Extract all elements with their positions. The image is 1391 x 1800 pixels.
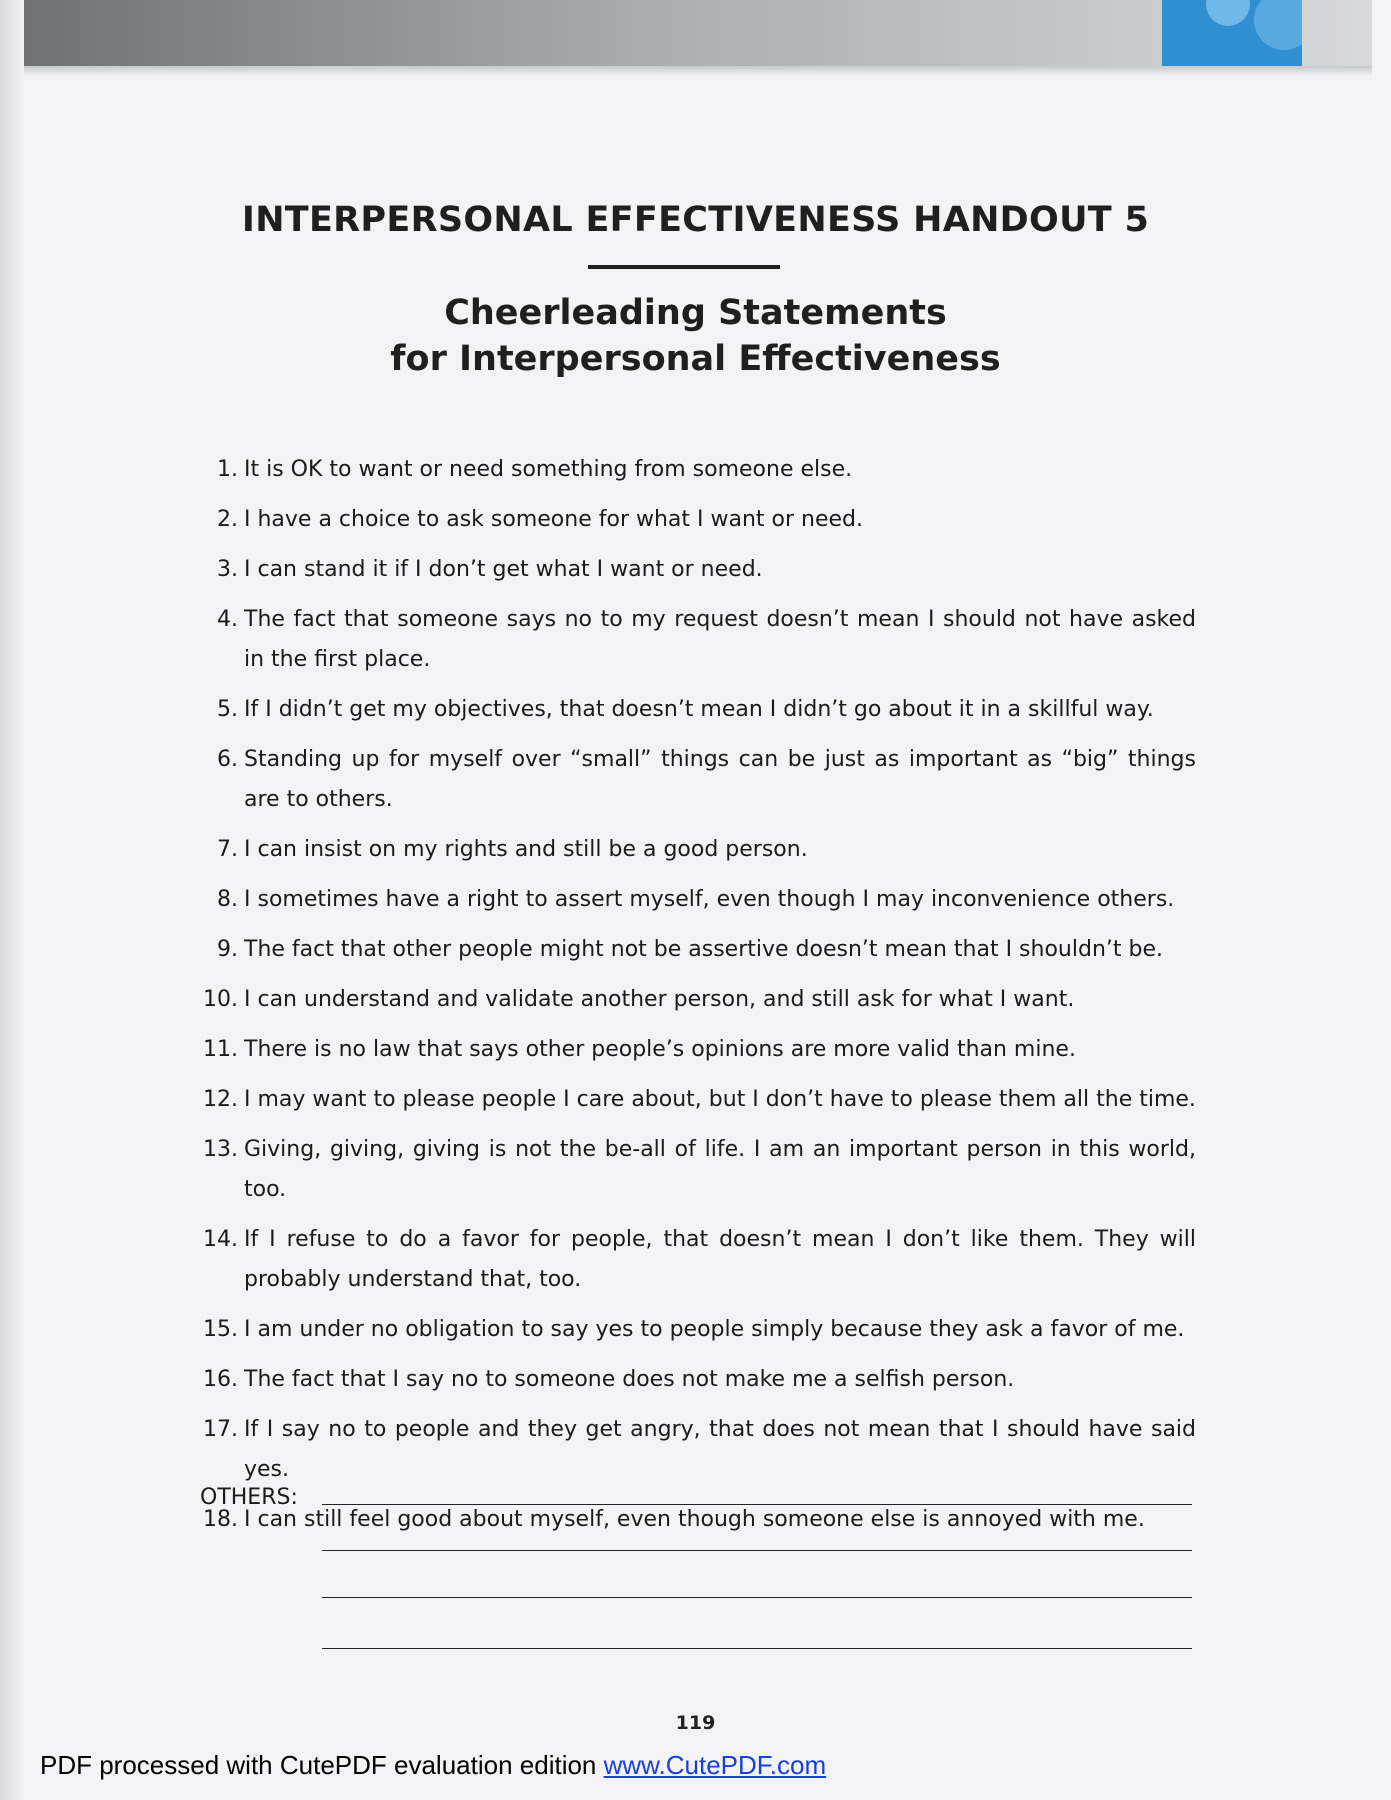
statement-list [196, 450, 1196, 1550]
cutepdf-watermark [40, 1750, 826, 1781]
scan-edge-shadow [0, 0, 24, 1800]
statement-number: 9. [217, 937, 238, 962]
statement-text: The fact that someone says no to my request doesn’t mean I should not have asked in the first place. [244, 607, 1196, 672]
statement-text: I can understand and validate another person, and still ask for what I want. [244, 987, 1075, 1012]
statement-item [196, 830, 1196, 870]
statement-number: 13. [203, 1137, 238, 1162]
others-label: OTHERS: [200, 1485, 298, 1510]
statement-text: Giving, giving, giving is not the be-all of life. I am an important person in this world, too. [244, 1137, 1196, 1202]
statement-text: I can insist on my rights and still be a good person. [244, 837, 808, 862]
statement-item [196, 880, 1196, 920]
statement-text: I am under no obligation to say yes to people simply because they ask a favor of me. [244, 1317, 1185, 1342]
statement-item [196, 1130, 1196, 1210]
statement-number: 18. [203, 1507, 238, 1532]
statement-text: The fact that other people might not be assertive doesn’t mean that I shouldn’t be. [244, 937, 1163, 962]
statement-number: 7. [217, 837, 238, 862]
statement-text: There is no law that says other people’s opinions are more valid than mine. [244, 1037, 1076, 1062]
others-write-line[interactable] [322, 1550, 1192, 1551]
statement-number: 17. [203, 1417, 238, 1442]
statement-number: 4. [217, 607, 238, 632]
watermark-text: PDF processed with CutePDF evaluation edition [40, 1750, 604, 1780]
page-header-fade [24, 66, 1372, 76]
statement-text: If I refuse to do a favor for people, that doesn’t mean I don’t like them. They will probably understand that, too. [244, 1227, 1196, 1292]
statement-text: I sometimes have a right to assert myself, even though I may inconvenience others. [244, 887, 1175, 912]
others-write-line[interactable] [322, 1504, 1192, 1505]
statement-number: 15. [203, 1317, 238, 1342]
statement-number: 11. [203, 1037, 238, 1062]
statement-item [196, 1080, 1196, 1120]
statement-number: 14. [203, 1227, 238, 1252]
cutepdf-link[interactable]: www.CutePDF.com [603, 1750, 827, 1780]
statement-text: I have a choice to ask someone for what I want or need. [244, 507, 864, 532]
statement-number: 3. [217, 557, 238, 582]
others-section [200, 1470, 1200, 1650]
handout-title: INTERPERSONAL EFFECTIVENESS HANDOUT 5 [241, 200, 1150, 240]
statement-item [196, 600, 1196, 680]
statement-number: 12. [203, 1087, 238, 1112]
statement-number: 16. [203, 1367, 238, 1392]
statement-number: 1. [217, 457, 238, 482]
others-write-line[interactable] [322, 1597, 1192, 1598]
statement-text: If I say no to people and they get angry, that does not mean that I should have said yes. [244, 1417, 1196, 1482]
page-number: 119 [675, 1712, 716, 1734]
statement-number: 8. [217, 887, 238, 912]
statement-number: 10. [203, 987, 238, 1012]
statement-text: Standing up for myself over “small” things can be just as important as “big” things are to others. [244, 747, 1196, 812]
statement-item [196, 930, 1196, 970]
tab-circle-icon [1206, 0, 1250, 26]
statement-text: The fact that I say no to someone does not make me a selfish person. [244, 1367, 1015, 1392]
title-divider [588, 265, 780, 269]
handout-subtitle [0, 290, 1391, 382]
statement-text: I can stand it if I don’t get what I want or need. [244, 557, 763, 582]
statement-item [196, 1220, 1196, 1300]
statement-text: I can still feel good about myself, even though someone else is annoyed with me. [244, 1507, 1145, 1532]
statement-text: If I didn’t get my objectives, that doesn’t mean I didn’t go about it in a skillful way. [244, 697, 1154, 722]
statement-item [196, 1030, 1196, 1070]
statement-item [196, 450, 1196, 490]
others-write-line[interactable] [322, 1648, 1192, 1649]
statement-item [196, 1360, 1196, 1400]
statement-item [196, 550, 1196, 590]
subtitle-line-2: for Interpersonal Effectiveness [390, 339, 1001, 379]
subtitle-line-1: Cheerleading Statements [444, 293, 947, 333]
statement-text: It is OK to want or need something from someone else. [244, 457, 853, 482]
statement-item [196, 500, 1196, 540]
statement-item [196, 980, 1196, 1020]
tab-circle-icon [1254, 0, 1302, 50]
statement-item [196, 740, 1196, 820]
statement-item [196, 690, 1196, 730]
statement-text: I may want to please people I care about, but I don’t have to please them all the time. [244, 1087, 1196, 1112]
statement-number: 5. [217, 697, 238, 722]
statement-number: 6. [217, 747, 238, 772]
statement-item [196, 1310, 1196, 1350]
corner-tab-graphic [1162, 0, 1302, 66]
statement-number: 2. [217, 507, 238, 532]
